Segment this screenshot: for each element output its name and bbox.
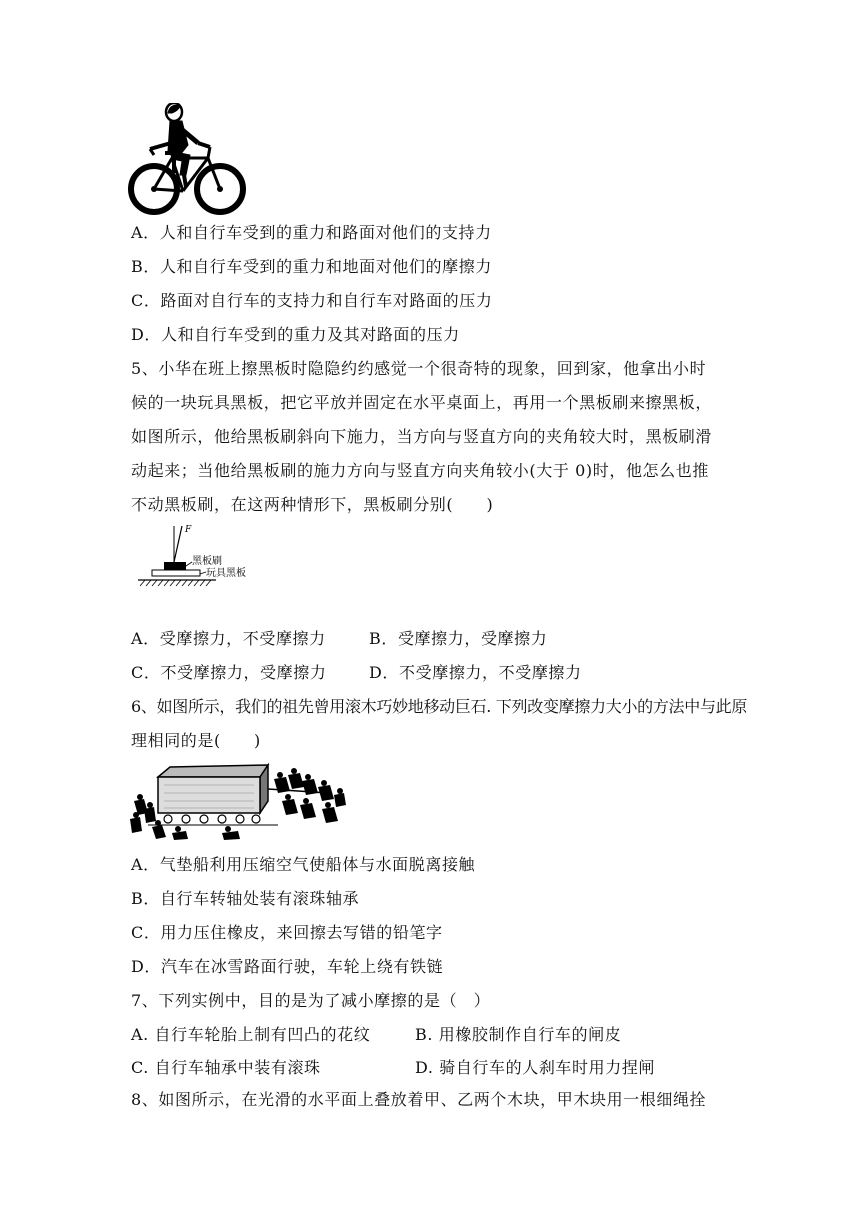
q5-stem-line-3: 如图所示，他给黑板刷斜向下施力，当方向与竖直方向的夹角较大时，黑板刷滑 xyxy=(131,427,713,446)
q7-option-c: C. 自行车轴承中装有滚珠 xyxy=(131,1058,321,1077)
q5-option-b: B．受摩擦力，受摩擦力 xyxy=(369,629,548,648)
q5-stem-line-1: 5、小华在班上擦黑板时隐隐约约感觉一个很奇特的现象，回到家，他拿出小时 xyxy=(131,359,707,378)
rolling-logs-figure xyxy=(128,763,346,841)
board-label: 玩具黑板 xyxy=(206,568,246,579)
q6-option-b: B．自行车转轴处装有滚珠轴承 xyxy=(131,889,360,908)
q5-option-a: A．受摩擦力，不受摩擦力 xyxy=(131,629,326,648)
workers-right xyxy=(268,768,346,823)
brush-block xyxy=(164,562,186,570)
force-label: F xyxy=(185,525,192,535)
q4-option-a: A．人和自行车受到的重力和路面对他们的支持力 xyxy=(131,223,492,242)
q4-option-b xyxy=(131,257,492,277)
brush-label: 黑板刷 xyxy=(192,556,222,567)
q4-option-b-text: B．人和自行车受到的重力和地面对他们的摩擦力 xyxy=(131,257,492,276)
q6-option-d: D．汽车在冰雪路面行驶，车轮上绕有铁链 xyxy=(131,957,444,976)
q6-option-c: C．用力压住橡皮，来回擦去写错的铅笔字 xyxy=(131,923,443,942)
ground-hatching xyxy=(140,580,211,586)
q5-stem-line-4: 动起来；当他给黑板刷的施力方向与竖直方向夹角较小(大于 0)时，他怎么也推 xyxy=(131,461,709,480)
q6-option-a: A．气垫船利用压缩空气使船体与水面脱离接触 xyxy=(131,855,476,874)
rolling-logs xyxy=(148,815,278,825)
q6-stem-line-1: 6、如图所示，我们的祖先曾用滚木巧妙地移动巨石. 下列改变摩擦力大小的方法中与此原 xyxy=(131,697,748,716)
q7-stem: 7、下列实例中，目的是为了减小摩擦的是（ ） xyxy=(131,991,491,1010)
q4-option-d: D．人和自行车受到的重力及其对路面的压力 xyxy=(131,325,460,344)
q8-stem: 8、如图所示，在光滑的水平面上叠放着甲、乙两个木块，甲木块用一根细绳拴 xyxy=(131,1090,707,1109)
q5-stem-line-2: 候的一块玩具黑板，把它平放并固定在水平桌面上，再用一个黑板刷来擦黑板， xyxy=(131,393,713,412)
q4-option-c: C．路面对自行车的支持力和自行车对路面的压力 xyxy=(131,291,493,310)
q7-option-a: A. 自行车轮胎上制有凹凸的花纹 xyxy=(131,1025,371,1044)
toy-blackboard xyxy=(152,570,200,576)
q5-option-c: C．不受摩擦力，受摩擦力 xyxy=(131,663,327,682)
force-arrow xyxy=(174,526,182,562)
q5-option-d: D．不受摩擦力，不受摩擦力 xyxy=(369,663,582,682)
q5-stem-line-5: 不动黑板刷，在这两种情形下，黑板刷分别( ) xyxy=(131,495,494,514)
cyclist-figure xyxy=(128,103,248,218)
q7-option-d: D. 骑自行车的人刹车时用力捏闸 xyxy=(415,1058,656,1077)
q7-option-b: B. 用橡胶制作自行车的闸皮 xyxy=(415,1025,622,1044)
q6-stem-line-2: 理相同的是( ) xyxy=(131,731,261,750)
boulder xyxy=(158,765,268,813)
blackboard-brush-figure xyxy=(136,520,271,592)
